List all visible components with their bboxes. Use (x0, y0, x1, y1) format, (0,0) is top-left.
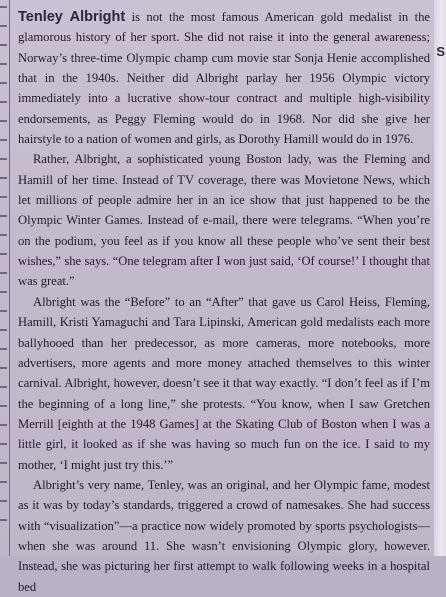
next-page-edge-letter: S (436, 44, 445, 59)
paragraph-4: Albright’s very name, Tenley, was an original, and her Olympic fame, modest as it was by today’s standards, triggered a crowd of namesakes. She had success with “visualization”—a practice now widely promoted by sports psychologists—when she was around 11. She wasn’t envisioning Olympic glory, however. Instead, she was picturing her first attempt to walk following weeks in a hospital bed (18, 477, 430, 594)
headword: Tenley Albright (18, 9, 126, 25)
paragraph-1-text: is not the most famous American gold medalist in the glamorous history of her sport. She did not raise it into the general awareness; Norway’s three-time Olympic champ cum movie star Sonja Henie accomplished that in the 1940s. Neither did Albright parlay her 1956 Olympic victory immediately into a lucrative show-tour contract and multiple high-visibility endorsements, as Peggy Fleming would do in 1968. Nor did she give her hairstyle to a nation of women and girls, as Dorothy Hamill would do in 1976. (18, 10, 431, 147)
paragraph-2: Rather, Albright, a sophisticated young Boston lady, was the Fleming and Hamill of her time. Instead of TV coverage, there was Movietone News, which let millions of people admire her in an ice show that just happened to be the Olympic Winter Games. Instead of e-mail, there were telegrams. “When you’re on the podium, you feel as if you know all these people who’ve sent their best wishes,” she says. “One telegram after I won just said, ‘Of course!’ I thought that was great.” (18, 152, 430, 289)
page-gutter (434, 0, 446, 556)
article-body (18, 7, 430, 597)
margin-rule (9, 0, 10, 556)
paragraph-3: Albright was the “Before” to an “After” that gave us Carol Heiss, Fleming, Hamill, Kristi Yamaguchi and Tara Lipinski, American gold medalists each more ballyhooed than her predecessor, as more cameras, more notebooks, more advertisers, more agents and more money attached themselves to this winter carnival. Albright, however, doesn’t see it that way exactly. “I don’t feel as if I’m the beginning of a long line,” she protests. “You know, when I saw Gretchen Merrill [eighth at the 1948 Games] at the Skating Club of Boston when I was a little girl, it looked as if she was having so much fun on the ice. I said to my mother, ‘I might just try this.’” (18, 294, 430, 472)
paragraph-1 (18, 7, 430, 149)
